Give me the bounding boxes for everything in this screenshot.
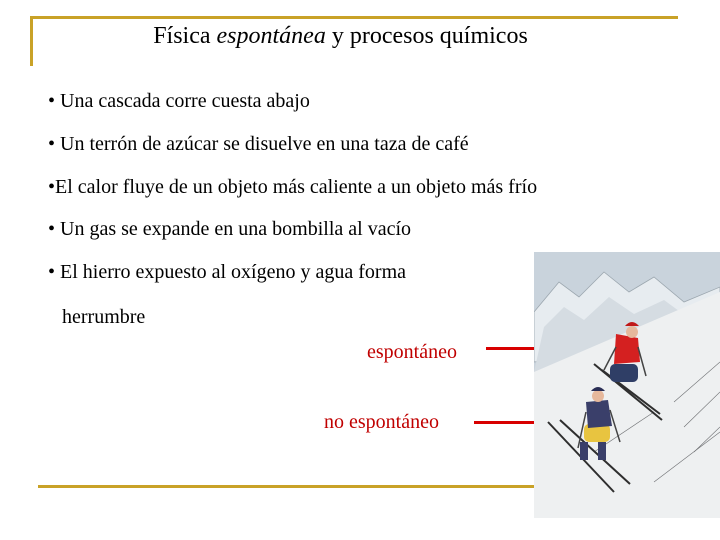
slide-title [33,22,648,50]
bullet-sugar: • Un terrón de azúcar se disuelve en una taza de café [48,133,469,155]
bullet-waterfall: • Una cascada corre cuesta abajo [48,90,310,112]
bullet-iron-continuation: herrumbre [62,306,146,328]
title-emphasis: espontánea [216,23,326,49]
label-nonspontaneous: no espontáneo [324,411,439,433]
frame-top-rule [30,16,678,19]
frame-bottom-rule [38,485,534,488]
bullet-heat: •El calor fluye de un objeto más caliente a un objeto más frío [48,176,538,198]
bullet-iron: • El hierro expuesto al oxígeno y agua forma [48,261,406,283]
title-part2: y procesos químicos [325,23,528,49]
label-spontaneous: espontáneo [367,341,457,363]
title-part1: Física [153,23,217,49]
skiers-illustration [534,252,720,518]
bullet-gas: • Un gas se expande en una bombilla al vacío [48,218,411,240]
